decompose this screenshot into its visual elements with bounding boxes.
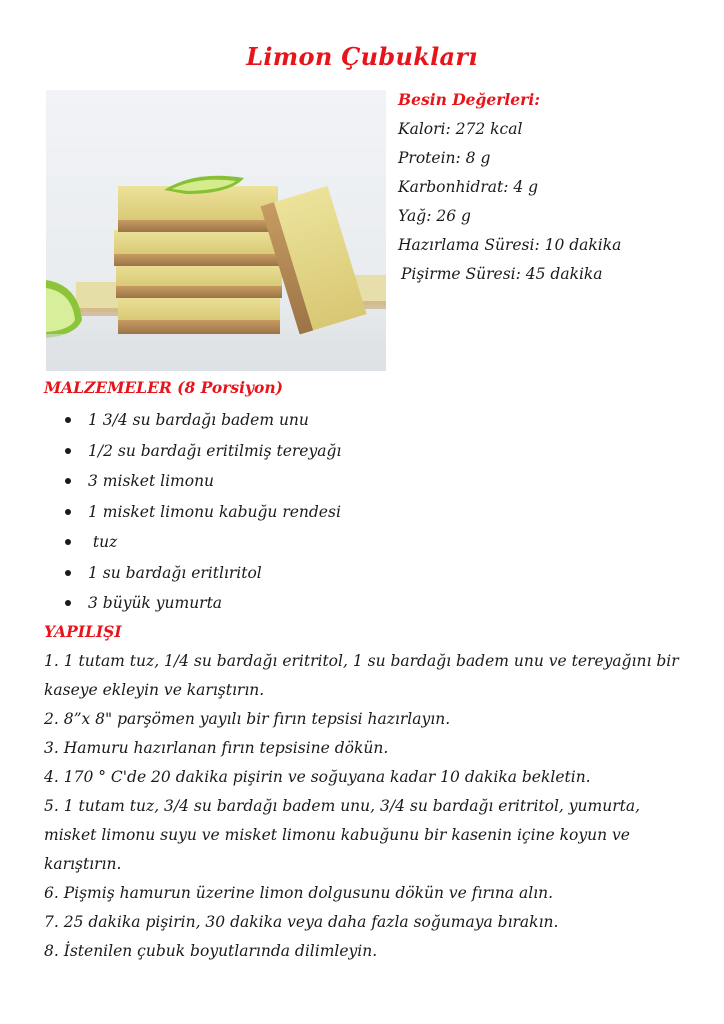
bullet-icon: [65, 539, 71, 545]
list-item: 1 su bardağı eritlıritol: [62, 558, 341, 589]
recipe-photo: [46, 90, 386, 371]
nutrition-cook-time: Pişirme Süresi: 45 dakika: [401, 265, 603, 283]
bullet-icon: [65, 570, 71, 576]
instruction-line: 4. 170 ° C'de 20 dakika pişirin ve soğuyana kadar 10 dakika bekletin.: [44, 768, 591, 786]
instruction-line: misket limonu suyu ve misket limonu kabuğunu bir kasenin içine koyun ve: [44, 826, 630, 844]
instructions-body: [44, 647, 694, 966]
list-item: tuz: [62, 527, 341, 558]
instruction-line: 1. 1 tutam tuz, 1/4 su bardağı eritritol, 1 su bardağı badem unu ve tereyağını bir: [44, 652, 679, 670]
instruction-line: 3. Hamuru hazırlanan fırın tepsisine dökün.: [44, 739, 389, 757]
list-item: 1 misket limonu kabuğu rendesi: [62, 497, 341, 528]
instructions-heading: YAPILIŞI: [44, 622, 122, 641]
nutrition-carbs: Karbonhidrat: 4 g: [398, 178, 539, 196]
nutrition-fat: Yağ: 26 g: [398, 207, 471, 225]
bullet-icon: [65, 478, 71, 484]
instruction-line: 5. 1 tutam tuz, 3/4 su bardağı badem unu, 3/4 su bardağı eritritol, yumurta,: [44, 797, 641, 815]
instruction-line: 7. 25 dakika pişirin, 30 dakika veya daha fazla soğumaya bırakın.: [44, 913, 559, 931]
nutrition-calories: Kalori: 272 kcal: [398, 120, 523, 138]
list-item: 1/2 su bardağı eritilmiş tereyağı: [62, 436, 341, 467]
bullet-icon: [65, 600, 71, 606]
bullet-icon: [65, 448, 71, 454]
instruction-line: karıştırın.: [44, 855, 122, 873]
ingredients-heading: MALZEMELER (8 Porsiyon): [44, 378, 283, 397]
page-title: Limon Çubukları: [246, 42, 478, 71]
list-item: 3 misket limonu: [62, 466, 341, 497]
instruction-line: 6. Pişmiş hamurun üzerine limon dolgusunu dökün ve fırına alın.: [44, 884, 554, 902]
instruction-line: kaseye ekleyin ve karıştırın.: [44, 681, 265, 699]
instruction-line: 8. İstenilen çubuk boyutlarında dilimleyin.: [44, 942, 378, 960]
ingredients-list: [62, 405, 341, 619]
nutrition-heading: Besin Değerleri:: [398, 90, 540, 109]
bullet-icon: [65, 509, 71, 515]
nutrition-prep-time: Hazırlama Süresi: 10 dakika: [398, 236, 622, 254]
nutrition-panel: [398, 88, 718, 291]
nutrition-protein: Protein: 8 g: [398, 149, 491, 167]
instruction-line: 2. 8”x 8" parşömen yayılı bir fırın tepsisi hazırlayın.: [44, 710, 451, 728]
list-item: 1 3/4 su bardağı badem unu: [62, 405, 341, 436]
bullet-icon: [65, 417, 71, 423]
list-item: 3 büyük yumurta: [62, 588, 341, 619]
